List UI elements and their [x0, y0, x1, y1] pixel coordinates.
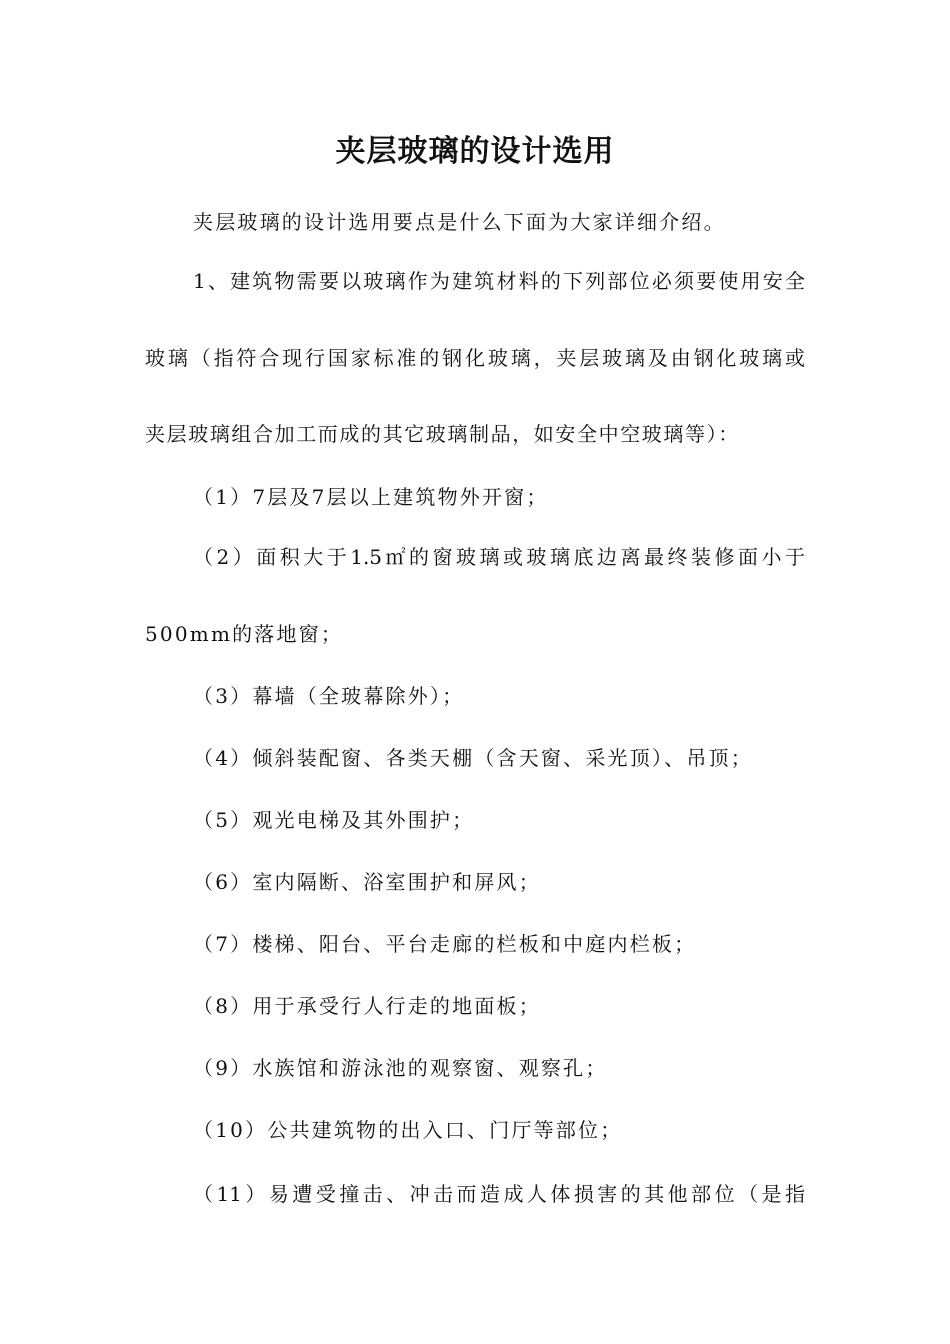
list-item-5: （5）观光电梯及其外围护；	[193, 808, 475, 832]
list-item-11: （11）易遭受撞击、冲击而造成人体损害的其他部位（是指	[193, 1182, 805, 1206]
list-item-2-line2: 500mm的落地窗；	[145, 622, 344, 646]
intro-paragraph: 夹层玻璃的设计选用要点是什么下面为大家详细介绍。	[193, 210, 726, 234]
list-item-6: （6）室内隔断、浴室围护和屏风；	[193, 870, 541, 894]
list-item-2-line1: （2）面积大于1.5㎡的窗玻璃或玻璃底边离最终装修面小于	[193, 545, 805, 569]
point1-line2: 玻璃（指符合现行国家标准的钢化玻璃，夹层玻璃及由钢化玻璃或	[145, 346, 805, 370]
list-item-9: （9）水族馆和游泳池的观察窗、观察孔；	[193, 1056, 608, 1080]
list-item-4: （4）倾斜装配窗、各类天棚（含天窗、采光顶）、吊顶；	[193, 746, 753, 770]
list-item-8: （8）用于承受行人行走的地面板；	[193, 994, 541, 1018]
list-item-10: （10）公共建筑物的出入口、门厅等部位；	[193, 1118, 623, 1142]
point1-line3: 夹层玻璃组合加工而成的其它玻璃制品，如安全中空玻璃等）：	[145, 422, 740, 446]
page-title: 夹层玻璃的设计选用	[335, 134, 615, 169]
point1-line1: 1、建筑物需要以玻璃作为建筑材料的下列部位必须要使用安全	[193, 269, 805, 293]
list-item-3: （3）幕墙（全玻幕除外）；	[193, 684, 465, 708]
list-item-1: （1）7层及7层以上建筑物外开窗；	[193, 485, 549, 509]
list-item-7: （7）楼梯、阳台、平台走廊的栏板和中庭内栏板；	[193, 932, 697, 956]
